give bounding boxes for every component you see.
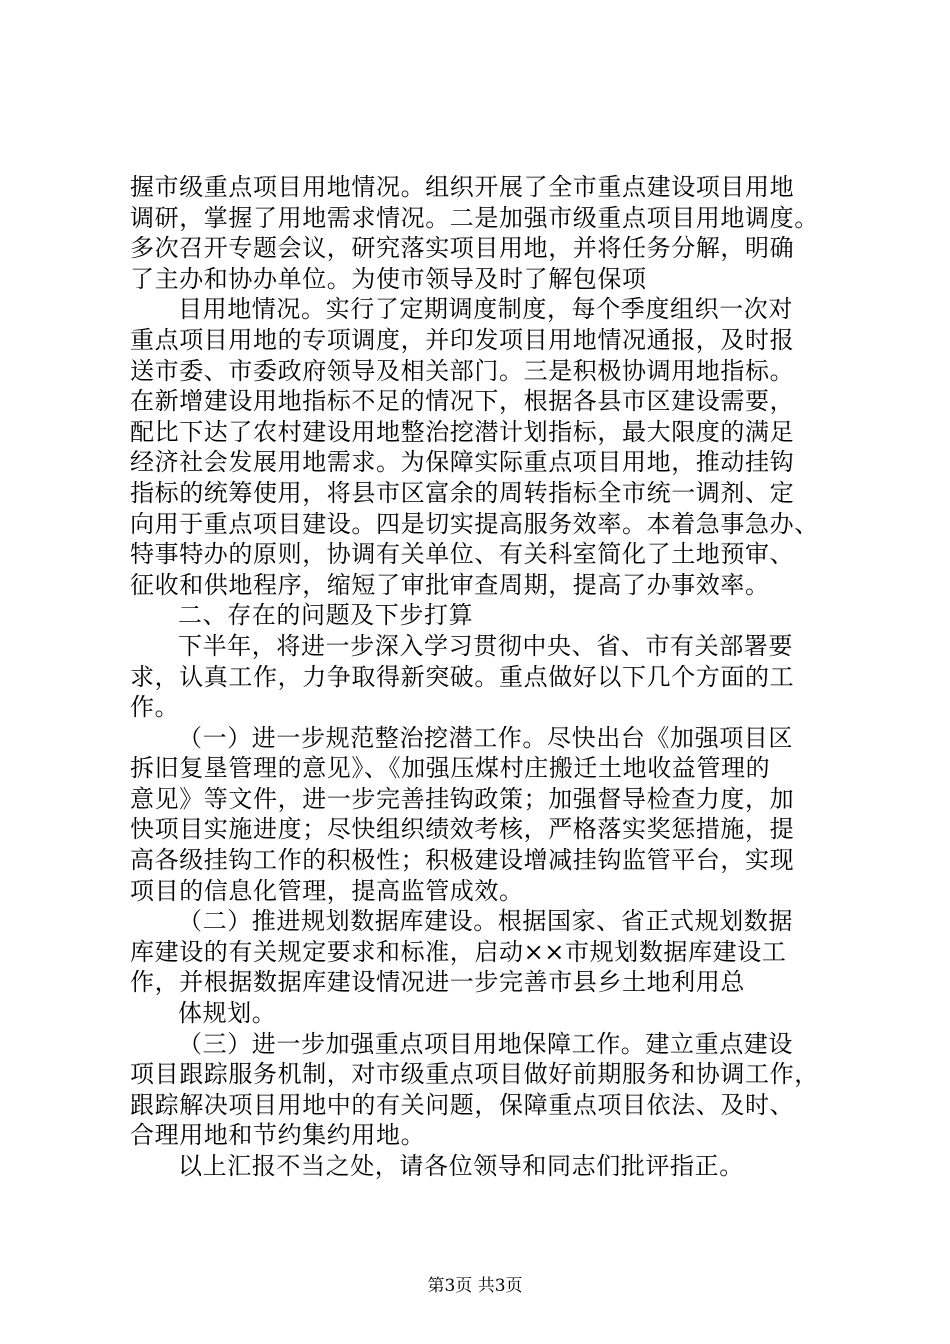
text-line: 送市委、市委政府领导及相关部门。三是积极协调用地指标。 — [130, 356, 795, 385]
text-line: 作。 — [130, 693, 180, 722]
text-line: 二、存在的问题及下步打算 — [178, 601, 474, 630]
text-line: 体规划。 — [178, 999, 277, 1028]
text-line: 项目的信息化管理，提高监管成效。 — [130, 876, 524, 905]
text-line: 配比下达了农村建设用地整治挖潜计划指标，最大限度的满足 — [130, 417, 795, 446]
text-line: 握市级重点项目用地情况。组织开展了全市重点建设项目用地 — [130, 173, 795, 201]
text-line: （二）推进规划数据库建设。根据国家、省正式规划数据 — [178, 907, 793, 936]
text-line: 指标的统筹使用，将县市区富余的周转指标全市统一调剂、定 — [130, 478, 795, 507]
text-line: 多次召开专题会议，研究落实项目用地，并将任务分解，明确 — [130, 234, 795, 263]
text-line: 意见》等文件，进一步完善挂钩政策；加强督导检查力度，加 — [130, 784, 795, 813]
text-line: 调研，掌握了用地需求情况。二是加强市级重点项目用地调度。 — [130, 203, 819, 232]
text-line: （一）进一步规范整治挖潜工作。尽快出台《加强项目区 — [178, 723, 793, 752]
text-line: 下半年，将进一步深入学习贯彻中央、省、市有关部署要 — [178, 631, 793, 660]
page-number-footer: 第3页 共3页 — [427, 1276, 523, 1296]
document-body — [130, 172, 830, 1182]
text-line: 库建设的有关规定要求和标准，启动××市规划数据库建设工 — [130, 937, 787, 966]
text-line: 跟踪解决项目用地中的有关问题，保障重点项目依法、及时、 — [130, 1090, 795, 1119]
text-line: 作，并根据数据库建设情况进一步完善市县乡土地利用总 — [130, 968, 745, 997]
text-line: 在新增建设用地指标不足的情况下，根据各县市区建设需要， — [130, 387, 795, 416]
text-line: 了主办和协办单位。为使市领导及时了解包保项 — [130, 264, 647, 293]
text-line: 重点项目用地的专项调度，并印发项目用地情况通报，及时报 — [130, 325, 795, 354]
text-line: 以上汇报不当之处，请各位领导和同志们批评指正。 — [178, 1152, 744, 1180]
text-line: 项目跟踪服务机制，对市级重点项目做好前期服务和协调工作， — [130, 1060, 819, 1089]
text-line: 快项目实施进度；尽快组织绩效考核，严格落实奖惩措施，提 — [130, 815, 795, 844]
text-line: 合理用地和节约集约用地。 — [130, 1121, 426, 1150]
text-line: 高各级挂钩工作的积极性；积极建设增减挂钩监管平台，实现 — [130, 846, 795, 875]
text-line: 拆旧复垦管理的意见》、《加强压煤村庄搬迁土地收益管理的 — [130, 754, 771, 783]
text-line: 经济社会发展用地需求。为保障实际重点项目用地，推动挂钩 — [130, 448, 795, 477]
text-line: 征收和供地程序，缩短了审批审查周期，提高了办事效率。 — [130, 570, 770, 599]
text-line: 向用于重点项目建设。四是切实提高服务效率。本着急事急办、 — [130, 509, 819, 538]
text-line: 目用地情况。实行了定期调度制度，每个季度组织一次对 — [178, 295, 793, 324]
text-line: 求，认真工作，力争取得新突破。重点做好以下几个方面的工 — [130, 662, 795, 691]
text-line: （三）进一步加强重点项目用地保障工作。建立重点建设 — [178, 1029, 793, 1058]
text-line: 特事特办的原则，协调有关单位、有关科室简化了土地预审、 — [130, 540, 795, 569]
